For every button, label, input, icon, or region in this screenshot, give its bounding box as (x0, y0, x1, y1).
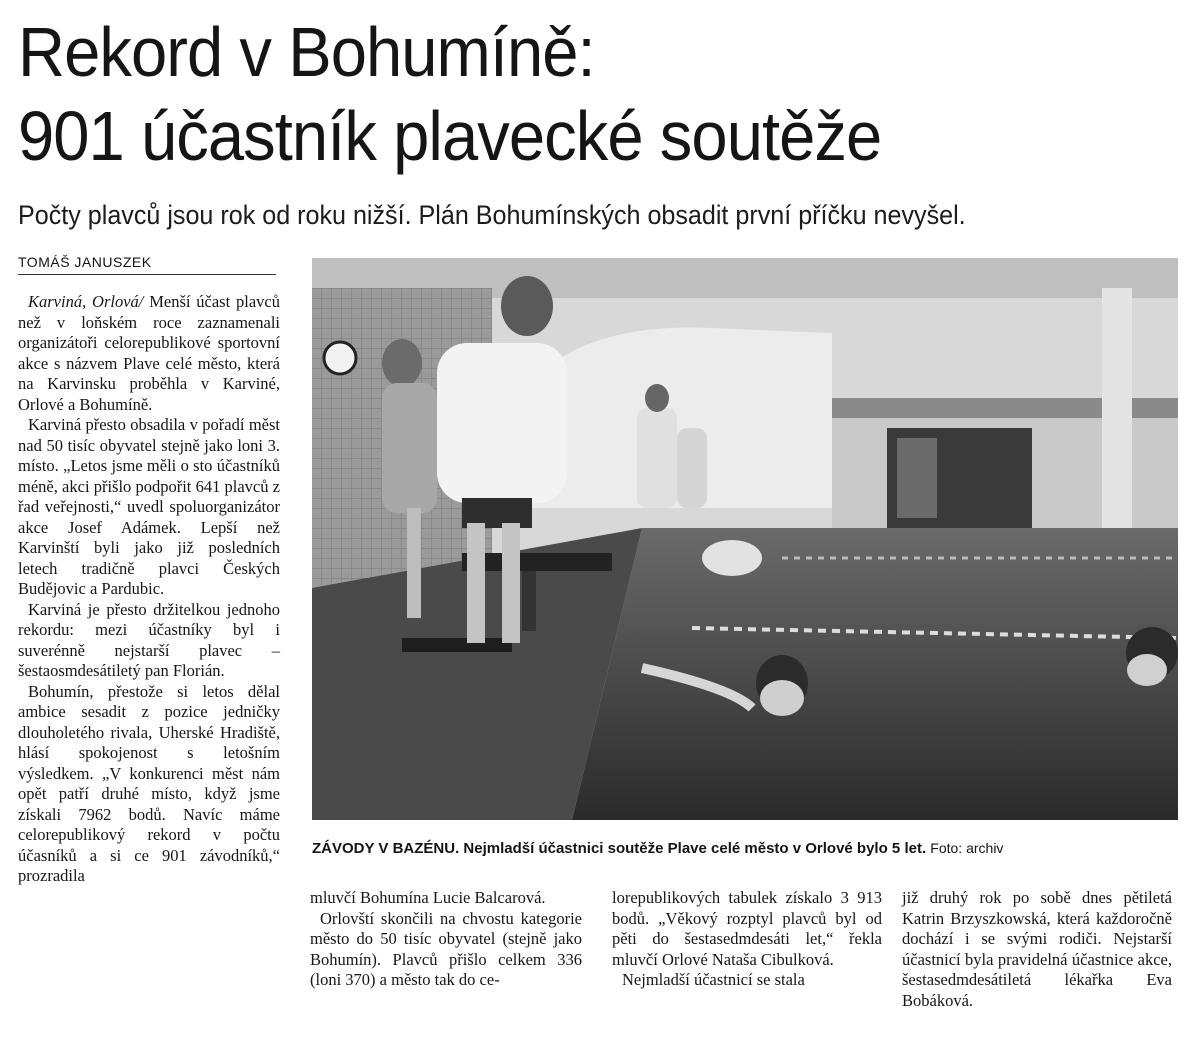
paragraph: Orlovští skončili na chvostu kategorie město do 50 tisíc obyvatel (stejně jako Bohumín). Plavců přišlo celkem 336 (loni 370) a město tak do ce- (310, 908, 582, 989)
paragraph: mluvčí Bohumína Lucie Balcarová. (310, 888, 546, 907)
clock-icon (324, 342, 356, 374)
headline-line-1: Rekord v Bohumíně: (18, 13, 595, 91)
paragraph: Karviná přesto obsadila v pořadí měst nad 50 tisíc obyvatel stejně jako loni 3. místo. „Letos jsme měli o sto účastníků méně, akci přišlo podpořit 641 plavců z řad veřejnosti,“ uvedl spoluorganizátor akce Josef Adámek. Lepší než Karvinští byli jako již posledních letech tradičně plavci Českých Budějovic a Pardubic. (18, 415, 280, 598)
dateline: Karviná, Orlová/ (28, 292, 144, 311)
caption-lead: ZÁVODY V BAZÉNU. (312, 840, 460, 857)
article-column-2 (310, 888, 582, 991)
paragraph: lorepublikových tabulek získalo 3 913 bodů. „Věkový rozptyl plavců byl od pěti do šestasedmdesáti let,“ řekla mluvčí Orlové Nataša Cibulková. (612, 888, 882, 969)
subheadline: Počty plavců jsou rok od roku nižší. Plán Bohumínských obsadit první příčku nevyšel. (18, 200, 966, 230)
article-column-1 (18, 292, 280, 887)
paragraph: již druhý rok po sobě dnes pětiletá Katrin Brzyszkowská, která každoročně dochází i se svými rodiči. Nejstarší účastnicí byla pravidelná účastnice akce, šestasedmdesátiletá lékařka Eva Bobáková. (902, 888, 1172, 1010)
article-column-3 (612, 888, 882, 991)
photo-caption (312, 838, 1178, 859)
paragraph: Karviná je přesto držitelkou jednoho rekordu: mezi účastníky byl i suverénně nejstarší plavec – šestaosmdesátiletý pan Florián. (18, 599, 280, 680)
headline (18, 10, 1097, 178)
paragraph (18, 292, 280, 415)
pool-photo (312, 258, 1178, 820)
article-column-4 (902, 888, 1172, 1011)
caption-text: Nejmladší účastnici soutěže Plave celé město v Orlové bylo 5 let. (463, 840, 927, 857)
paragraph: Nejmladší účastnicí se stala (622, 970, 805, 989)
byline: TOMÁŠ JANUSZEK (18, 254, 276, 275)
paragraph: Bohumín, přestože si letos dělal ambice sesadit z pozice jedničky dlouholetého rivala, Uherské Hradiště, hlásí spokojenost s letošním výsledkem. „V konkurenci měst nám opět patří druhé místo, když jsme získali 7962 bodů. Navíc máme celorepublikový rekord v počtu účasníků a si ce 901 závodníků,“ prozradila (18, 681, 280, 885)
paragraph-text: Menší účast plavců než v loňském roce zaznamenali organizátoři celorepublikové sportovní akce s názvem Plave celé město, která na Karvinsku proběhla v Karviné, Orlové a Bohumíně. (18, 292, 280, 414)
headline-line-2: 901 účastník plavecké soutěže (18, 97, 882, 175)
photo-credit: Foto: archiv (930, 840, 1004, 856)
